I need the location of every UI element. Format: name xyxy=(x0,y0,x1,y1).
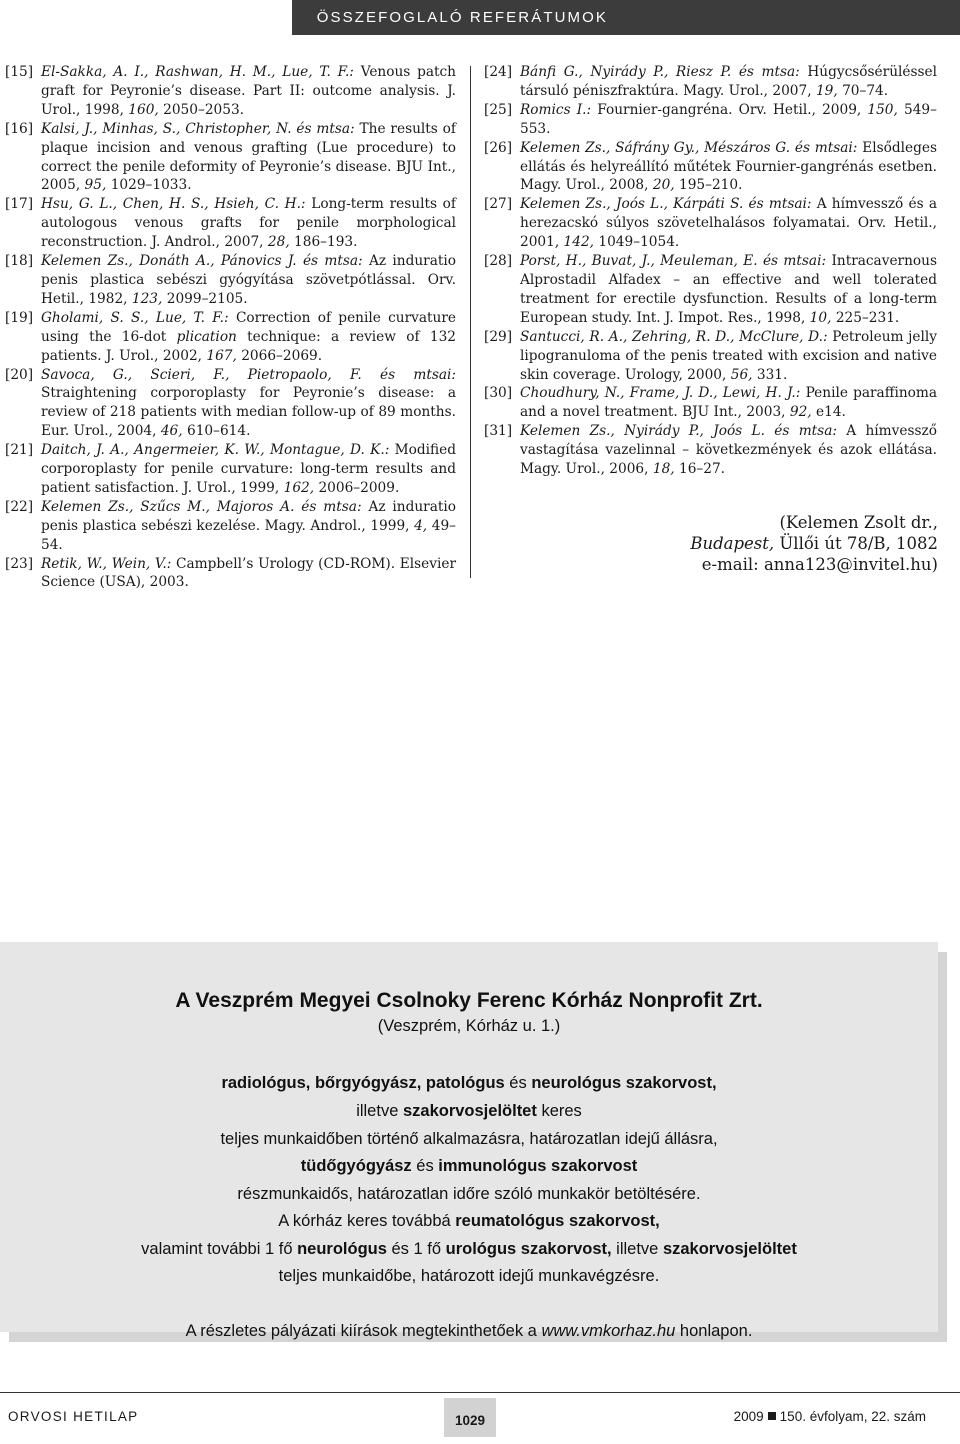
ad-text: illetve xyxy=(611,1240,663,1258)
reference-item xyxy=(5,441,456,498)
correspondence-address xyxy=(660,512,938,575)
reference-title: Correction of penile curvature using the 16-dot xyxy=(41,309,457,345)
column-divider xyxy=(470,66,471,578)
reference-authors: El-Sakka, A. I., Rashwan, H. M., Lue, T. F.: xyxy=(41,64,354,80)
reference-pages: e14. xyxy=(816,404,846,421)
reference-title: Elsődleges ellátás és helyreállító műtétek Fournier-gangrénás esetben. Magy. Urol., 2008, xyxy=(520,139,937,194)
reference-pages: 225–231. xyxy=(835,309,900,326)
reference-number: [17] xyxy=(5,196,34,213)
reference-authors: Daitch, J. A., Angermeier, K. W., Montague, D. K.: xyxy=(41,442,390,459)
section-title: ÖSSZEFOGLALÓ REFERÁTUMOK xyxy=(316,9,608,26)
reference-item xyxy=(484,384,937,422)
reference-volume: 10, xyxy=(809,309,832,326)
reference-pages: 2066–2069. xyxy=(241,347,323,364)
reference-authors: Kelemen Zs., Szűcs M., Majoros A. és mtsa: xyxy=(41,498,362,515)
page-number: 1029 xyxy=(444,1398,496,1437)
reference-title: Penile paraffinoma and a novel treatment. BJU Int., 2003, xyxy=(520,385,938,421)
issue-year: 2009 xyxy=(733,1409,764,1424)
reference-volume: 28, xyxy=(267,234,290,251)
ad-line-7 xyxy=(0,1240,938,1259)
reference-item xyxy=(484,252,937,328)
ad-text: A kórház keres továbbá xyxy=(278,1212,456,1230)
ad-line-9 xyxy=(0,1322,938,1341)
reference-authors: Santucci, R. A., Zehring, R. D., McClure, D.: xyxy=(520,328,828,345)
reference-title: Long-term results of autologous venous grafts for penile morphological reconstruction. J. Androl., 2007, xyxy=(41,196,456,251)
reference-title: The results of plaque incision and venous grafting (Lue procedure) to correct the penile deformity of Peyronie’s disease. BJU Int., 2005, xyxy=(41,120,456,194)
reference-volume: 95, xyxy=(84,177,107,194)
ad-text: és xyxy=(504,1074,532,1092)
ad-address: (Veszprém, Kórház u. 1.) xyxy=(377,1017,561,1035)
reference-volume: 92, xyxy=(789,404,812,421)
ad-line-3: teljes munkaidőben történő alkalmazásra, határozatlan idejű állásra, xyxy=(220,1130,718,1148)
reference-number: [19] xyxy=(5,309,34,326)
reference-title: Fournier-gangréna. Orv. Hetil., 2009, xyxy=(597,101,862,118)
reference-number: [25] xyxy=(484,101,513,118)
ad-positions-3: szakorvosjelöltet xyxy=(402,1102,537,1120)
reference-authors: Bánfi G., Nyirády P., Riesz P. és mtsa: xyxy=(520,64,800,80)
reference-authors: Hsu, G. L., Chen, H. S., Hsieh, C. H.: xyxy=(41,196,306,213)
reference-authors: Savoca, G., Scieri, F., Pietropaolo, F. és mtsai: xyxy=(41,366,456,383)
reference-title: Húgycsősérüléssel társuló péniszfraktúra. Magy. Urol., 2007, xyxy=(520,64,938,99)
reference-number: [27] xyxy=(484,196,513,213)
reference-pages: 16–27. xyxy=(679,461,726,478)
ad-line-5: részmunkaidős, határozatlan időre szóló munkakör betöltésére. xyxy=(237,1185,701,1203)
ad-positions-8: urológus szakorvost, xyxy=(445,1240,612,1258)
address-name: (Kelemen Zsolt dr., xyxy=(779,513,938,532)
reference-item xyxy=(484,328,937,385)
reference-title: Petroleum jelly lipogranuloma of the penis treated with excision and native skin coverage. Urology, 2000, xyxy=(520,328,937,383)
reference-title: A hímvessző és a herezacskó súlyos szövetelhalásos folyamatai. Orv. Hetil., 2001, xyxy=(520,196,937,251)
ad-positions-4: tüdőgyógyász xyxy=(300,1157,412,1175)
reference-item xyxy=(5,195,456,252)
reference-volume: 18, xyxy=(652,461,675,478)
reference-pages: 1049–1054. xyxy=(598,234,680,251)
ad-positions-5: immunológus szakorvost xyxy=(438,1157,638,1175)
reference-volume: 150, xyxy=(867,101,898,118)
reference-volume: 160, xyxy=(128,101,159,118)
reference-item xyxy=(5,120,456,196)
reference-volume: 167, xyxy=(206,347,237,364)
reference-pages: 186–193. xyxy=(294,234,358,251)
reference-item xyxy=(484,195,937,252)
reference-item xyxy=(484,101,937,139)
ad-line-4 xyxy=(0,1157,938,1176)
reference-authors: Kalsi, J., Minhas, S., Christopher, N. és mtsa: xyxy=(41,120,355,137)
reference-item xyxy=(5,555,456,593)
reference-number: [21] xyxy=(5,442,34,459)
issue-volume: 150. évfolyam, 22. szám xyxy=(779,1409,926,1424)
ad-text: A részletes pályázati kiírások megtekinthetőek a xyxy=(185,1322,542,1340)
reference-pages: 70–74. xyxy=(842,82,889,99)
reference-volume: 20, xyxy=(652,177,675,194)
address-city: Budapest, xyxy=(690,534,775,553)
reference-title: Az induratio penis plastica sebészi gyógyítása szövetpótlással. Orv. Hetil., 1982, xyxy=(41,253,457,307)
reference-number: [26] xyxy=(484,139,513,156)
reference-pages: 2006–2009. xyxy=(318,479,400,496)
address-street-line xyxy=(660,533,938,554)
address-email: e-mail: anna123@invitel.hu) xyxy=(701,555,938,574)
reference-authors: Kelemen Zs., Sáfrány Gy., Mészáros G. és mtsai: xyxy=(520,139,858,156)
reference-item xyxy=(5,309,456,366)
reference-pages: 2099–2105. xyxy=(166,290,248,307)
reference-authors: Kelemen Zs., Nyirády P., Joós L. és mtsa: xyxy=(520,423,837,440)
reference-title: Modified corporoplasty for penile curvature: long-term results and patient satisfaction. J. Urol., 1999, xyxy=(41,442,456,496)
ad-line-8: teljes munkaidőbe, határozott idejű munkavégzésre. xyxy=(278,1267,660,1285)
reference-number: [22] xyxy=(5,498,34,515)
reference-volume: 142, xyxy=(563,234,595,251)
ad-positions-7: neurológus xyxy=(297,1240,387,1258)
issue-info xyxy=(734,1409,926,1424)
reference-number: [30] xyxy=(484,385,513,402)
reference-authors: Porst, H., Buvat, J., Meuleman, E. és mtsai: xyxy=(520,253,827,270)
reference-number: [28] xyxy=(484,253,513,270)
reference-item xyxy=(484,139,937,196)
reference-item xyxy=(484,63,937,101)
reference-title: A hímvessző vastagítása vazelinnal – következmények és azok ellátása. Magy. Urol., 2006, xyxy=(520,423,937,478)
reference-number: [15] xyxy=(5,64,34,80)
reference-pages: 1029–1033. xyxy=(110,177,192,194)
ad-text: keres xyxy=(536,1102,582,1120)
reference-title: Intracavernous Alprostadil Alfadex – an effective and well tolerated treatment for erectile dysfunction. Results of a long-term European study. Int. J. Impot. Res., 1998, xyxy=(520,253,937,326)
reference-item xyxy=(5,252,456,309)
ad-website-link[interactable]: www.vmkorhaz.hu xyxy=(541,1322,676,1340)
reference-authors: Kelemen Zs., Donáth A., Pánovics J. és mtsa: xyxy=(41,253,363,270)
ad-title: A Veszprém Megyei Csolnoky Ferenc Kórház Nonprofit Zrt. xyxy=(175,989,763,1012)
ad-text: és xyxy=(411,1157,439,1175)
ad-line-1 xyxy=(0,1074,938,1093)
reference-title: Straightening corporoplasty for Peyronie’s disease: a review of 218 patients with median follow-up of 89 months. Eur. Urol., 2004, xyxy=(41,385,456,440)
reference-number: [18] xyxy=(5,253,34,270)
reference-volume: 162, xyxy=(283,479,315,496)
address-street: Üllői út 78/B, 1082 xyxy=(779,534,938,553)
reference-title: Campbell’s Urology (CD-ROM). Elsevier Science (USA), 2003. xyxy=(41,555,457,591)
reference-pages: 195–210. xyxy=(679,177,743,194)
reference-authors: Kelemen Zs., Joós L., Kárpáti S. és mtsai: xyxy=(520,196,812,213)
reference-authors: Romics I.: xyxy=(520,101,592,118)
reference-title: Az induratio penis plastica sebészi kezelése. Magy. Androl., 1999, xyxy=(41,498,456,534)
reference-title-cont: technique: a review of 132 patients. J. Urol., 2002, xyxy=(41,328,456,364)
reference-number: [23] xyxy=(5,555,34,572)
ad-text: valamint további 1 fő xyxy=(141,1240,298,1258)
reference-volume: 123, xyxy=(131,290,163,307)
separator-square-icon xyxy=(768,1412,776,1420)
footer-divider xyxy=(0,1392,960,1393)
reference-pages: 610–614. xyxy=(186,423,251,440)
reference-italic-term: plication xyxy=(176,328,237,345)
reference-pages: 331. xyxy=(756,366,788,383)
reference-number: [29] xyxy=(484,328,513,345)
ad-text: illetve xyxy=(356,1102,403,1120)
journal-name: ORVOSI HETILAP xyxy=(8,1409,139,1424)
ad-text: és 1 fő xyxy=(386,1240,446,1258)
ad-line-6 xyxy=(0,1212,938,1231)
ad-positions-2: neurológus szakorvost, xyxy=(531,1074,717,1092)
reference-number: [24] xyxy=(484,64,513,80)
reference-number: [31] xyxy=(484,423,513,440)
ad-positions-1: radiológus, bőrgyógyász, patológus xyxy=(221,1074,505,1092)
reference-number: [20] xyxy=(5,366,34,383)
reference-item xyxy=(5,498,456,555)
ad-positions-6: reumatológus szakorvost, xyxy=(455,1212,660,1230)
reference-pages: 2050–2053. xyxy=(163,101,245,118)
reference-authors: Gholami, S. S., Lue, T. F.: xyxy=(41,309,229,326)
references-right-column xyxy=(484,63,937,479)
references-left-column xyxy=(5,63,456,592)
reference-volume: 56, xyxy=(730,366,753,383)
ad-line-2 xyxy=(0,1102,938,1121)
job-advertisement xyxy=(0,942,938,1340)
reference-pages: 549–553. xyxy=(520,101,937,137)
reference-item xyxy=(5,366,456,442)
reference-number: [16] xyxy=(5,120,34,137)
reference-title: Venous patch graft for Peyronie’s disease. Part II: outcome analysis. J. Urol., 1998, xyxy=(41,64,456,118)
ad-text: honlapon. xyxy=(675,1322,753,1340)
reference-item xyxy=(5,63,456,120)
reference-item xyxy=(484,422,937,479)
reference-volume: 19, xyxy=(815,82,838,99)
reference-volume: 46, xyxy=(160,423,183,440)
reference-pages: 49–54. xyxy=(41,517,456,553)
reference-volume: 4, xyxy=(414,517,428,534)
reference-authors: Choudhury, N., Frame, J. D., Lewi, H. J.: xyxy=(520,385,801,402)
ad-positions-9: szakorvosjelöltet xyxy=(662,1240,797,1258)
reference-authors: Retik, W., Wein, V.: xyxy=(41,555,172,572)
section-header-bar xyxy=(292,0,960,35)
